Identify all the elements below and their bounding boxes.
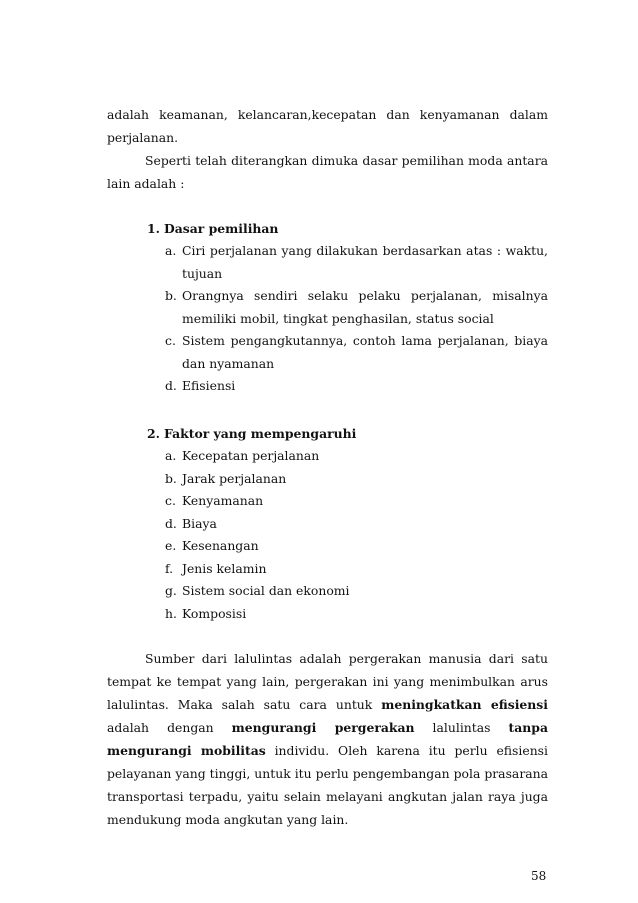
list-item-text: Biaya bbox=[182, 515, 217, 531]
list-item bbox=[165, 603, 548, 626]
paragraph-intro-continuation: adalah keamanan, kelancaran,kecepatan dan kenyamanan dalam perjalanan. bbox=[107, 107, 548, 145]
list-item-text: Sistem social dan ekonomi bbox=[182, 583, 350, 598]
section-title: Faktor yang mempengaruhi bbox=[164, 426, 357, 441]
list-item bbox=[165, 490, 548, 513]
closing-bold-2: mengurangi pergerakan bbox=[231, 720, 415, 735]
list-item bbox=[165, 240, 548, 285]
list-item bbox=[165, 468, 548, 491]
list-item bbox=[165, 535, 548, 558]
list-item-letter: f. bbox=[165, 560, 174, 576]
list-item-text: Kecepatan perjalanan bbox=[182, 448, 320, 463]
list-item bbox=[165, 330, 548, 375]
closing-bold-1: meningkatkan efisiensi bbox=[381, 697, 548, 712]
list-item bbox=[165, 513, 548, 536]
list-item-letter: e. bbox=[165, 538, 177, 553]
list-item bbox=[165, 375, 548, 398]
section-heading-faktor bbox=[147, 423, 356, 445]
list-item-text: Komposisi bbox=[182, 605, 247, 621]
list-item-text: Jarak perjalanan bbox=[182, 470, 287, 486]
closing-text-2: adalah dengan bbox=[107, 720, 232, 735]
list-dasar-pemilihan bbox=[165, 240, 548, 398]
paragraph-closing bbox=[107, 647, 548, 831]
paragraph-mode-selection: Seperti telah diterangkan dimuka dasar pemilihan moda antara lain adalah : bbox=[107, 153, 548, 191]
list-item-text: Sistem pengangkutannya, contoh lama perjalanan, biaya dan nyamanan bbox=[182, 333, 548, 371]
list-item-letter: b. bbox=[165, 288, 177, 303]
section-heading-dasar-pemilihan bbox=[147, 218, 278, 240]
closing-text-1: Sumber dari lalulintas adalah pergerakan manusia dari satu tempat ke tempat yang lain, pergerakan ini yang menimbulkan arus lalulintas. Maka salah satu cara untuk bbox=[107, 651, 548, 712]
list-faktor-yang-mempengaruhi bbox=[165, 445, 548, 625]
list-item bbox=[165, 558, 548, 581]
list-item-letter: h. bbox=[165, 605, 177, 621]
list-item-text: Ciri perjalanan yang dilakukan berdasarkan atas : waktu, tujuan bbox=[182, 243, 548, 281]
list-item-letter: d. bbox=[165, 515, 177, 531]
list-item-letter: a. bbox=[165, 243, 177, 258]
list-item-text: Efisiensi bbox=[182, 378, 236, 393]
list-item bbox=[165, 445, 548, 468]
list-item-letter: c. bbox=[165, 493, 176, 508]
closing-text-4: individu. Oleh karena itu perlu efisiensi pelayanan yang tinggi, untuk itu perlu pengembangan pola prasarana transportasi terpadu, yaitu selain melayani angkutan jalan raya juga mendukung moda angkutan yang lain. bbox=[107, 743, 548, 827]
page-number: 58 bbox=[531, 869, 547, 883]
list-item-text: Kesenangan bbox=[182, 538, 259, 553]
section-title: Dasar pemilihan bbox=[164, 221, 279, 236]
list-item-letter: b. bbox=[165, 470, 177, 486]
list-item-letter: g. bbox=[165, 583, 177, 598]
list-item-letter: d. bbox=[165, 378, 177, 393]
list-item-text: Jenis kelamin bbox=[182, 560, 267, 576]
section-number: 2. bbox=[147, 426, 160, 441]
list-item bbox=[165, 580, 548, 603]
list-item-letter: a. bbox=[165, 448, 177, 463]
list-item-text: Orangnya sendiri selaku pelaku perjalanan, misalnya memiliki mobil, tingkat penghasilan, status social bbox=[182, 288, 548, 326]
list-item bbox=[165, 285, 548, 330]
list-item-text: Kenyamanan bbox=[182, 493, 264, 508]
section-number: 1. bbox=[147, 221, 160, 236]
closing-bold-3: tanpa mengurangi mobilitas bbox=[107, 720, 548, 758]
closing-text-3: lalulintas bbox=[414, 720, 509, 735]
list-item-letter: c. bbox=[165, 333, 176, 348]
